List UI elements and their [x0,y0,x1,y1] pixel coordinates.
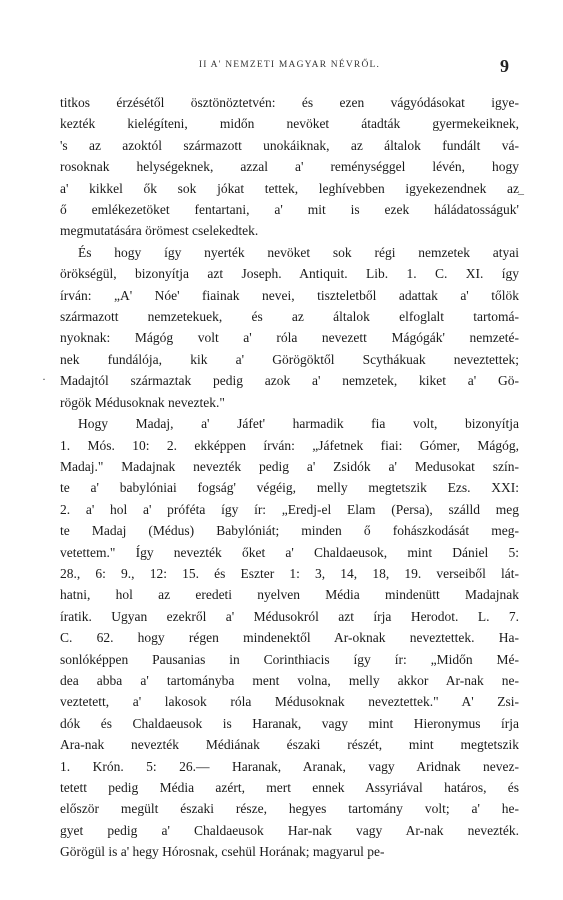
text-line: veztetett, a' lakosok róla Médusoknak neveztettek." A' Zsi- [60,694,519,710]
text-line: nek fundálója, kik a' Görögöktől Scythákuak neveztettek; [60,351,519,367]
text-line: megmutatására örömest cselekedtek. [60,223,259,239]
text-line: titkos érzésétől ösztönöztetvén: és ezen vágyódásokat igye- [60,95,519,110]
margin-mark-right: – [518,186,524,200]
text-line: 1. Krón. 5: 26.— Haranak, Aranak, vagy Aridnak nevez- [60,758,519,774]
text-line: örökségül, bizonyítja azt Joseph. Antiquit. Lib. 1. C. XI. így [60,266,519,282]
text-line: származott nemzetekuek, és az általok elfoglalt tartomá- [60,309,519,325]
text-line: rosoknak helységeknek, azzal a' reménységgel lévén, hogy [60,159,519,175]
text-line: nyoknak: Mágóg volt a' róla nevezett Mágógák' nemzeté- [60,330,519,346]
running-head-title: II A' NEMZETI MAGYAR NÉVRŐL. [198,60,381,70]
text-line: Madaj." Madajnak nevezték pedig a' Zsidók a' Medusokat szín- [60,458,519,474]
text-line: rögök Médusoknak neveztek." [60,394,225,410]
text-line: írván: „A' Nóe' fiainak nevei, tiszteletből adattak a' tőlök [60,287,519,303]
text-line: ő emlékezetöket fentartani, a' mit is ezek háládatosságuk' [60,202,519,218]
text-line: dea abba a' tartományba ment volna, melly akkor Ar-nak ne- [60,672,519,688]
page-number: 9 [500,56,509,76]
text-line: 's az azoktól származott unokáiknak, az általok fundált vá- [60,137,519,153]
text-line: dók és Chaldaeusok is Haranak, vagy mint Hieronymus írja [60,715,519,731]
text-line: vetettem." Így nevezték őket a' Chaldaeusok, mint Dániel 5: [60,544,519,560]
text-line: Ara-nak nevezték Médiának északi részét, mint megtetszik [60,737,519,753]
text-line: íratik. Ugyan ezekről a' Médusokról azt írja Herodot. L. 7. [60,608,519,624]
body-text [60,92,519,863]
text-line: 1. Mós. 10: 2. ekképpen írván: „Jáfetnek fiai: Gómer, Mágóg, [60,437,519,453]
text-line: a' kikkel ők sok jókat tettek, leghívebben igyekezendnek az [60,180,519,196]
text-line: te a' babylóniai fogság' végéig, melly megtetszik Ezs. XXI: [60,480,519,496]
text-line: először megült északi része, hegyes tartomány volt; a' he- [60,801,519,817]
text-line: Madajtól származtak pedig azok a' nemzetek, kiket a' Gö- [60,373,519,389]
text-line: Görögül is a' hegy Hórosnak, csehül Horának; magyarul pe- [60,844,385,860]
text-line: C. 62. hogy régen mindenektől Ar-oknak neveztettek. Ha- [60,630,519,646]
text-line: hatni, hol az eredeti nyelven Média mindenütt Madajnak [60,587,519,603]
text-line: tetett pedig Média azért, mert ennek Assyriával határos, és [60,780,519,795]
text-line: És hogy így nyerték nevöket sok régi nemzetek atyai [78,244,519,260]
text-line: gyet pedig a' Chaldaeusok Har-nak vagy Ar-nak nevezték. [60,822,519,838]
running-head [60,56,519,82]
text-line: 2. a' hol a' próféta így ír: „Eredj-el Elam (Persa), szálld meg [60,501,519,517]
text-line: sonlóképpen Pausanias in Corinthiacis így ír: „Midőn Mé- [60,651,519,667]
text-line: te Madaj (Médus) Babylóniát; minden ő fohászkodását meg- [60,523,519,539]
text-line: Hogy Madaj, a' Jáfet' harmadik fia volt, bizonyítja [78,416,519,432]
text-line: 28., 6: 9., 12: 15. és Eszter 1: 3, 14, 18, 19. verseiből lát- [60,565,519,581]
text-line: kezték kielégíteni, midőn nevöket átadták gyermekeiknek, [60,116,519,132]
margin-mark-left: · [42,372,46,386]
